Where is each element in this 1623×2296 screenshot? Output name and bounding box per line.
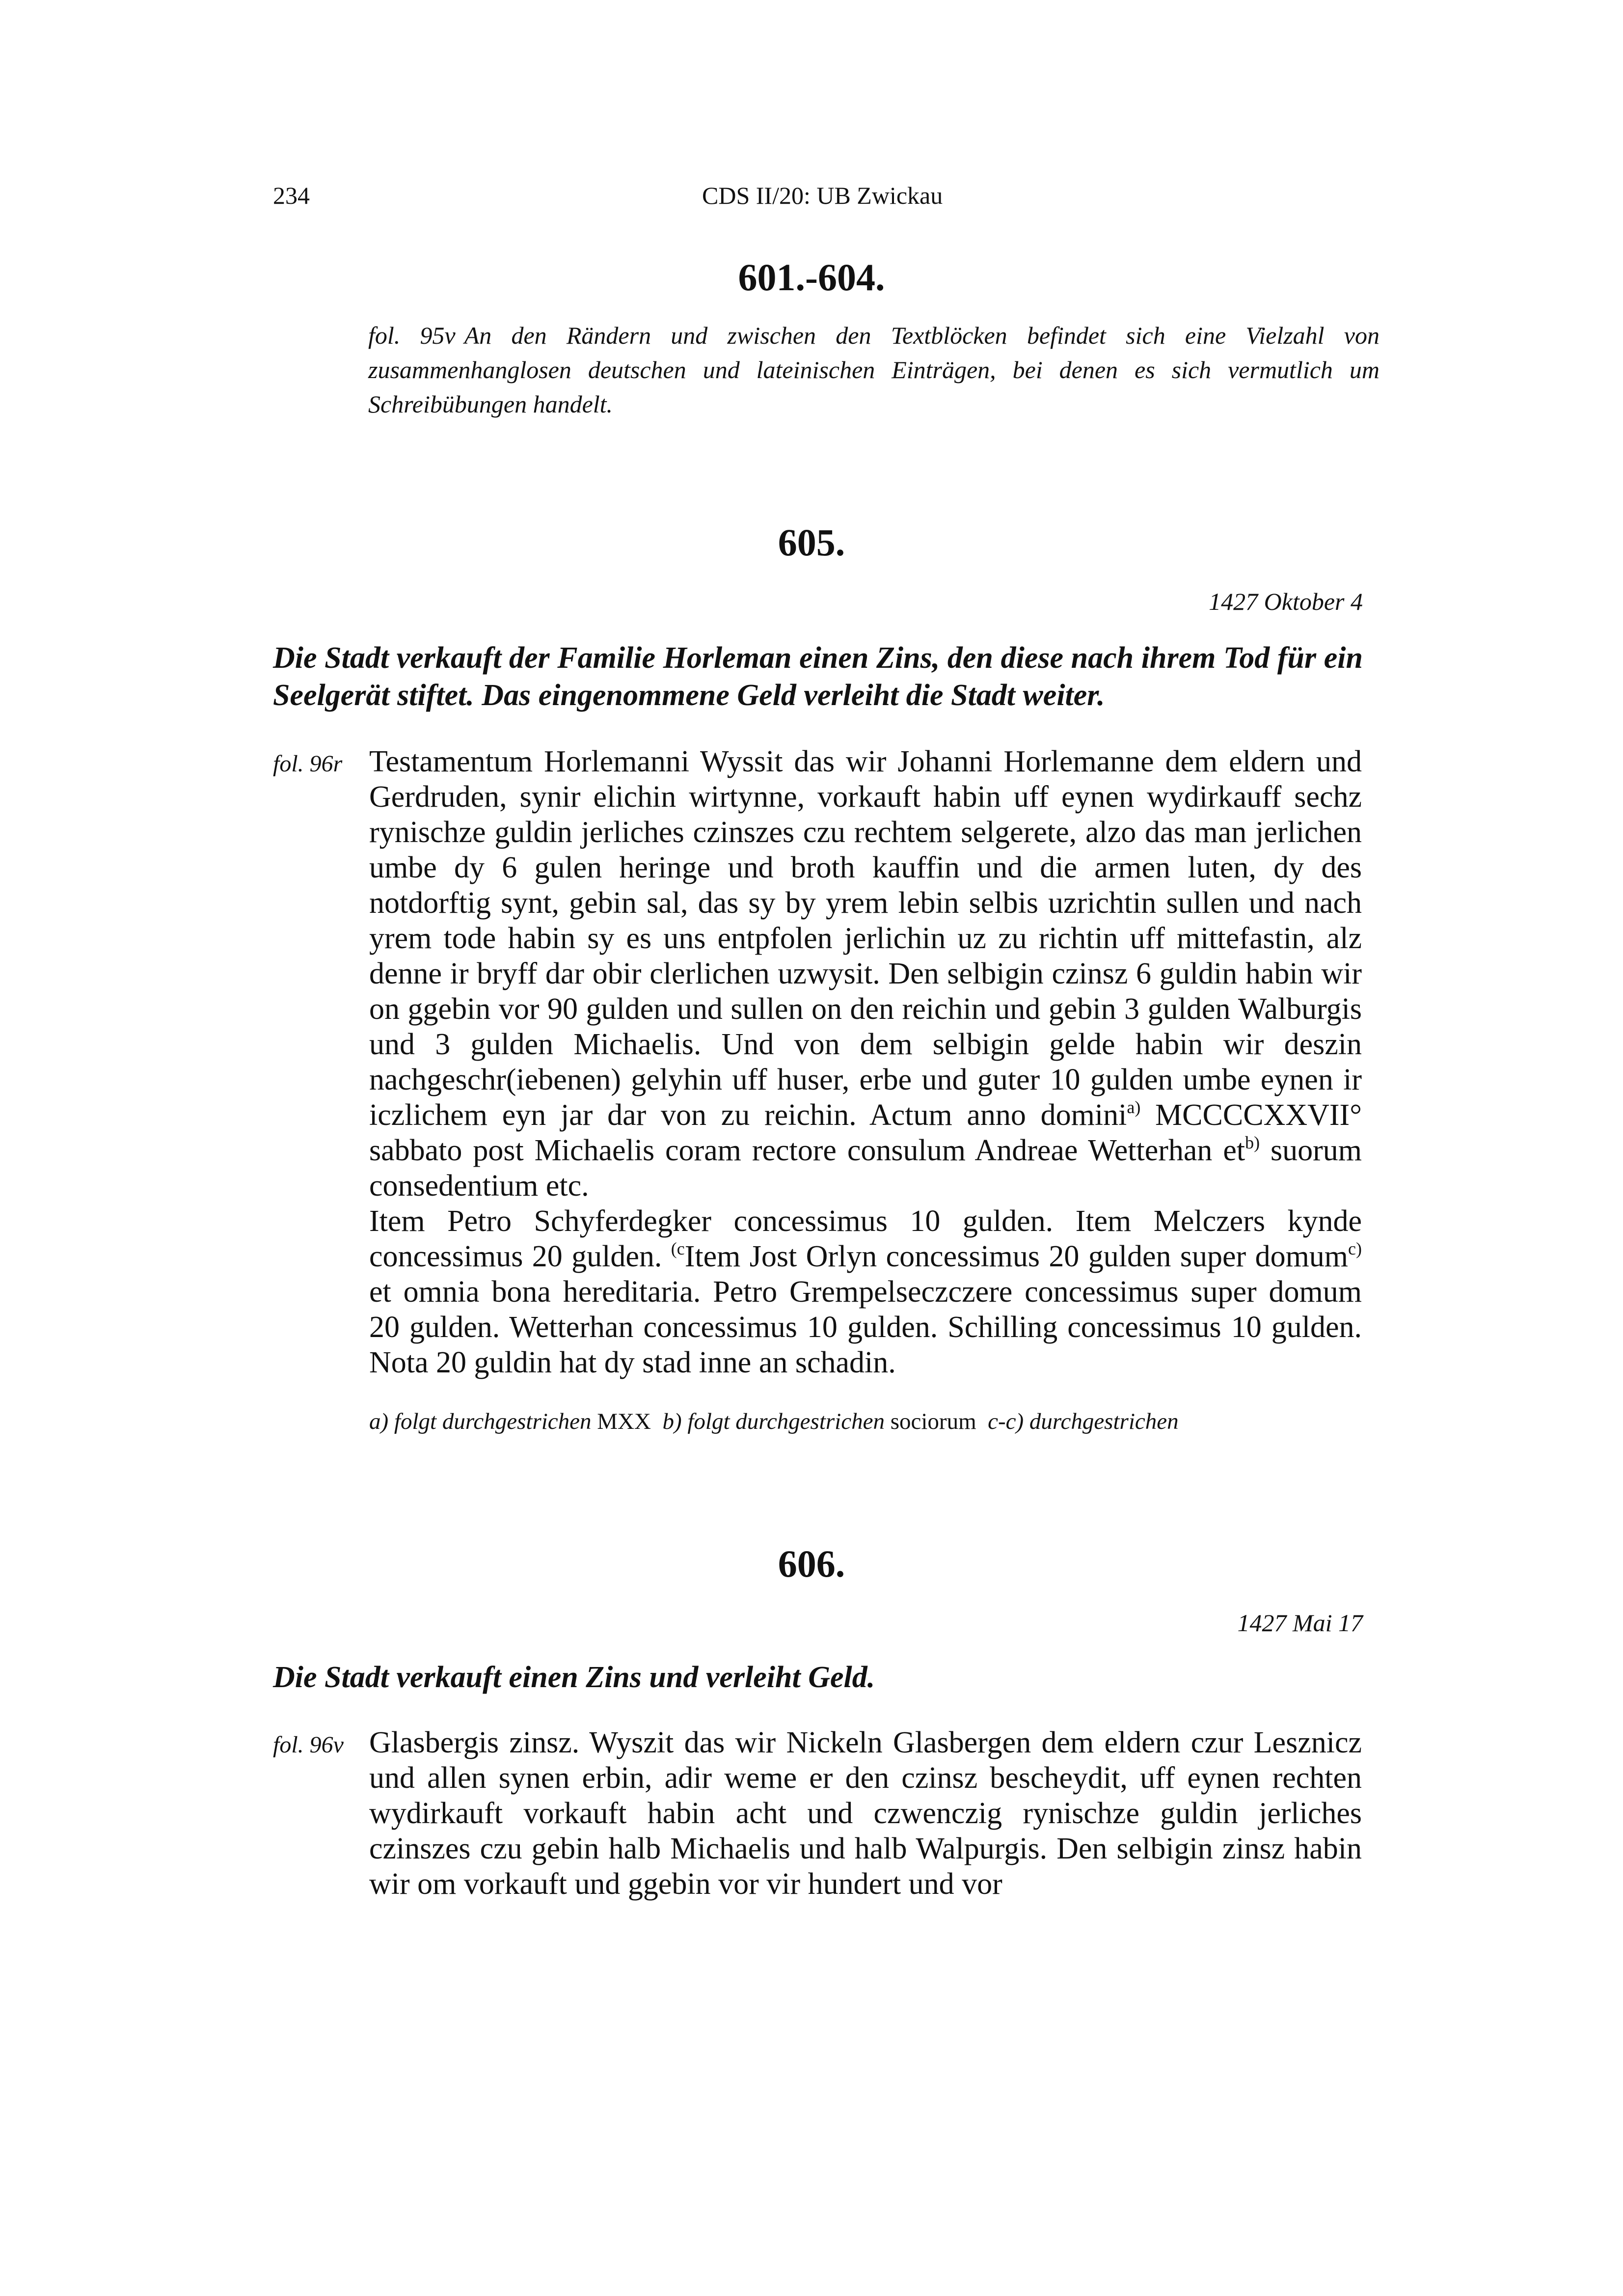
text-segment: Item Jost Orlyn concessimus 20 gulden super domum (684, 1240, 1349, 1273)
entry-number-606 (0, 1542, 1623, 1586)
text-segment: suorum consedentium etc. (369, 1134, 1362, 1203)
footnote-a-value: MXX (597, 1409, 651, 1434)
text-paragraph (369, 1203, 1362, 1380)
footnote-a-label: a) folgt durchgestrichen (369, 1409, 592, 1434)
entry-remark-601-604 (368, 318, 1380, 421)
footnote-mark-c-close: c) (1348, 1239, 1362, 1258)
text-segment: MCCCCXXVII° sabbato post Michaelis coram rectore consulum Andreae Wetterhan et (369, 1098, 1362, 1167)
footnote-mark-a: a) (1127, 1097, 1141, 1117)
text-segment: Testamentum Horlemanni Wyssit das wir Johanni Horlemanne dem eldern und Gerdruden, synir elichin wirtynne, vorkauft habin uff eynen wydirkauff sechz rynischze guldin jerliches czinszes czu rechtem selgerete, alzo das man jerlichen umbe dy 6 gulen heringe und broth kauffin und die armen luten, dy des notdorftig synt, gebin sal, das sy by yrem lebin selbis uzrichtin sullen und nach yrem tode habin sy es uns entpfolen jerlichin uz zu richtin uff mittefastin, alz denne ir bryff dar obir clerlichen uzwysit. Den selbigin czinsz 6 guldin habin wir on ggebin vor 90 gulden und sullen on den reichin und gebin 3 gulden Walburgis und 3 gulden Michaelis. Und von dem selbigin gelde habin wir deszin nachgeschr(iebenen) gelyhin uff huser, erbe und guter 10 gulden umbe eynen ir iczlichem eyn jar dar von zu reichin. Actum anno domini (369, 745, 1362, 1132)
entry-number-601-604 (0, 255, 1623, 300)
footnote-mark-b: b) (1245, 1133, 1260, 1152)
running-title: CDS II/20: UB Zwickau (702, 182, 943, 209)
document-text-605 (369, 744, 1362, 1380)
entry-date-605: 1427 Oktober 4 (1209, 588, 1363, 615)
text-paragraph: Glasbergis zinsz. Wyszit das wir Nickeln Glasbergen dem eldern czur Lesznicz und allen synen erbin, adir weme er den czinsz bescheydit, uff eynen rechten wydirkauft vorkauft habin acht und czwenczig rynischze guldin jerliches czinszes czu gebin halb Michaelis und halb Walpurgis. Den selbigin zinsz habin wir om vorkauft und ggebin vor vir hundert und vor (369, 1726, 1362, 1901)
footnote-c-label: c-c) durchgestrichen (988, 1409, 1179, 1434)
text-segment: Item Petro Schyferdegker concessimus 10 gulden. Item Melczers kynde concessimus 20 gulden. (369, 1204, 1362, 1273)
entry-number-text: 606. (778, 1542, 845, 1585)
entry-number-text: 605. (778, 521, 845, 564)
remark-text: An den Rändern und zwischen den Textblöcken befindet sich eine Vielzahl von zusammenhanglosen deutschen und lateinischen Einträgen, bei denen es sich vermutlich um Schreibübungen handelt. (368, 322, 1380, 418)
page-number: 234 (273, 182, 310, 209)
footnote-b-label: b) folgt durchgestrichen (662, 1409, 885, 1434)
footnote-mark-c-open: (c (671, 1239, 685, 1258)
footnote-b-value: sociorum (890, 1409, 976, 1434)
text-segment: et omnia bona hereditaria. Petro Grempelseczczere concessimus super domum 20 gulden. Wetterhan concessimus 10 gulden. Schilling concessimus 10 gulden. Nota 20 guldin hat dy stad inne an schadin. (369, 1275, 1362, 1379)
folio-ref-605: fol. 96r (273, 751, 343, 777)
entry-date-606: 1427 Mai 17 (1237, 1609, 1363, 1637)
text-paragraph (369, 744, 1362, 1203)
regest-605: Die Stadt verkauft der Familie Horleman einen Zins, den diese nach ihrem Tod für ein Seelgerät stiftet. Das eingenommene Geld verleiht die Stadt weiter. (273, 641, 1363, 712)
folio-ref-606: fol. 96v (273, 1732, 344, 1758)
entry-number-text: 601.-604. (738, 256, 885, 299)
footnotes-605 (369, 1407, 1380, 1436)
regest-606: Die Stadt verkauft einen Zins und verleiht Geld. (273, 1661, 875, 1694)
document-text-606 (369, 1725, 1362, 1902)
entry-number-605 (0, 520, 1623, 565)
folio-ref: fol. 95v (368, 322, 456, 349)
